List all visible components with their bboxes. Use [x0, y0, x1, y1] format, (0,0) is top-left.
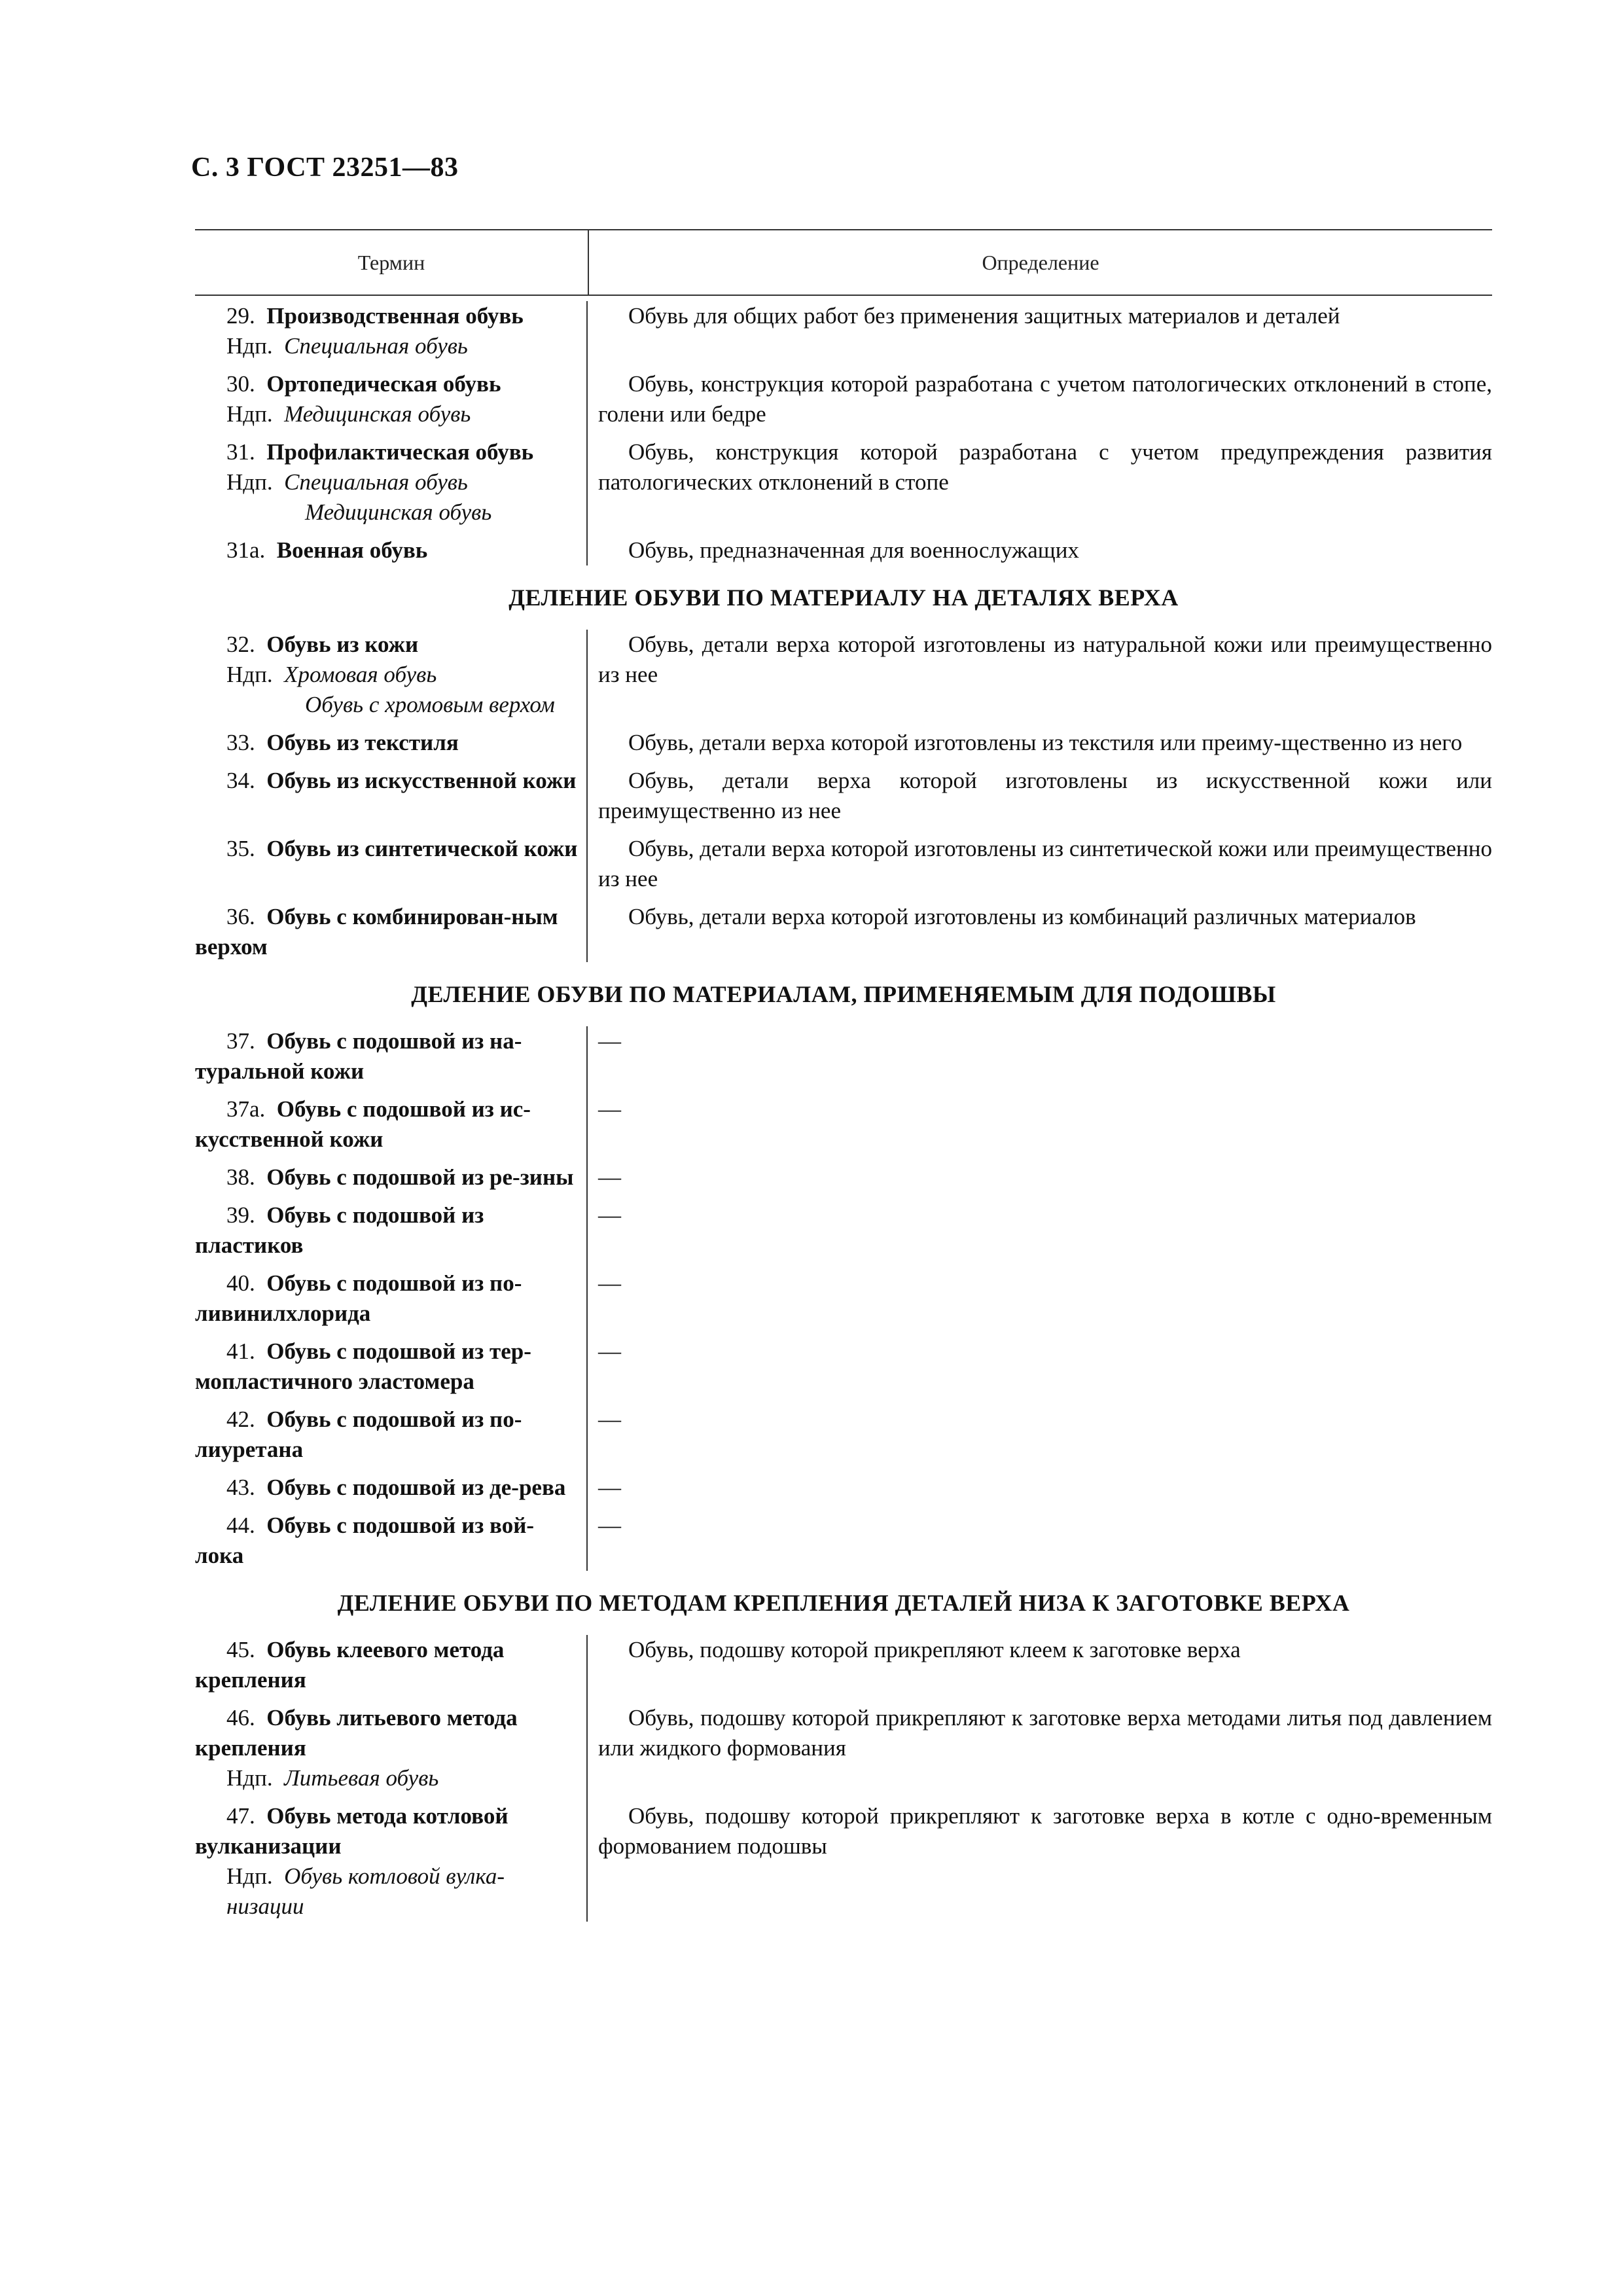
term-cell — [195, 301, 588, 361]
definition-text: Обувь, подошву которой прикрепляют клеем к заготовке верха — [628, 1637, 1241, 1662]
deprecated-label: Ндп. — [226, 662, 273, 687]
term-name: Обувь из кожи — [266, 632, 419, 657]
term-number: 42. — [226, 1407, 255, 1432]
definition-cell: — — [598, 1513, 621, 1538]
table-row — [195, 630, 1492, 720]
deprecated-term: Медицинская обувь — [305, 499, 492, 525]
deprecated-term: Специальная обувь — [284, 469, 468, 495]
term-cell — [195, 429, 588, 528]
term-cell — [195, 826, 588, 894]
term-name: Обувь с подошвой из ис-кусственной кожи — [195, 1096, 531, 1152]
term-cell — [195, 1503, 588, 1571]
table-row — [195, 1155, 1492, 1193]
definition-cell: — — [598, 1164, 621, 1190]
term-cell — [195, 1329, 588, 1397]
definition-cell — [588, 1793, 1492, 1922]
section-title: ДЕЛЕНИЕ ОБУВИ ПО МАТЕРИАЛАМ, ПРИМЕНЯЕМЫМ ДЛЯ ПОДОШВЫ — [411, 981, 1276, 1007]
term-name: Обувь с подошвой из вой-лока — [195, 1513, 535, 1568]
definition-cell: — — [598, 1028, 621, 1054]
term-number: 39. — [226, 1202, 255, 1228]
term-number: 29. — [226, 303, 255, 329]
definition-text: Обувь, подошву которой прикрепляют к заготовке верха в котле с одно-временным формованием подошвы — [598, 1803, 1492, 1859]
definition-cell — [588, 361, 1492, 429]
definition-cell — [588, 758, 1492, 826]
term-name: Обувь из синтетической кожи — [266, 836, 578, 861]
term-cell — [195, 1465, 588, 1503]
term-cell — [195, 630, 588, 720]
definition-cell — [588, 528, 1492, 565]
term-name: Обувь с подошвой из ре-зины — [266, 1164, 574, 1190]
table-row — [195, 528, 1492, 565]
definition-cell: — — [598, 1270, 621, 1296]
term-name: Военная обувь — [276, 537, 428, 563]
term-number: 37. — [226, 1028, 255, 1054]
term-number: 46. — [226, 1705, 255, 1731]
term-number: 32. — [226, 632, 255, 657]
term-name: Ортопедическая обувь — [266, 371, 501, 397]
term-cell — [195, 1261, 588, 1329]
term-name: Обувь с подошвой из пластиков — [195, 1202, 484, 1258]
term-number: 36. — [226, 904, 255, 929]
term-name: Обувь метода котловой вулканизации — [195, 1803, 508, 1859]
terms-table — [195, 229, 1492, 1922]
deprecated-label: Ндп. — [226, 401, 273, 427]
term-number: 44. — [226, 1513, 255, 1538]
term-name: Обувь с подошвой из по-ливинилхлорида — [195, 1270, 522, 1326]
deprecated-synonym — [195, 467, 580, 497]
term-cell — [195, 1635, 588, 1695]
term-cell — [195, 1397, 588, 1465]
term-name: Обувь с подошвой из де-рева — [266, 1475, 566, 1500]
table-row — [195, 758, 1492, 826]
table-row — [195, 361, 1492, 429]
column-header-definition: Определение — [982, 250, 1099, 274]
term-number: 47. — [226, 1803, 255, 1829]
term-cell — [195, 1793, 588, 1922]
term-number: 41. — [226, 1338, 255, 1364]
deprecated-term: Медицинская обувь — [284, 401, 471, 427]
term-name: Обувь с подошвой из тер-мопластичного эластомера — [195, 1338, 531, 1394]
definition-cell — [588, 826, 1492, 894]
deprecated-label: Ндп. — [226, 333, 273, 359]
term-name: Производственная обувь — [266, 303, 524, 329]
deprecated-synonym — [195, 1763, 580, 1793]
definition-cell — [588, 301, 1492, 361]
definition-text: Обувь, детали верха которой изготовлены из текстиля или преиму-щественно из него — [628, 730, 1463, 755]
term-number: 35. — [226, 836, 255, 861]
deprecated-synonym — [195, 399, 580, 429]
term-cell — [195, 894, 588, 962]
deprecated-label: Ндп. — [226, 469, 273, 495]
table-row — [195, 1026, 1492, 1086]
term-name: Обувь с подошвой из на-туральной кожи — [195, 1028, 522, 1084]
definition-cell — [588, 429, 1492, 528]
term-cell — [195, 1695, 588, 1793]
table-row — [195, 1635, 1492, 1695]
table-header — [195, 230, 1492, 295]
definition-text: Обувь, конструкция которой разработана с учетом предупреждения развития патологических отклонений в стопе — [598, 439, 1492, 495]
definition-text: Обувь для общих работ без применения защитных материалов и деталей — [628, 303, 1340, 329]
table-row — [195, 826, 1492, 894]
term-number: 31. — [226, 439, 255, 465]
definition-cell: — — [598, 1407, 621, 1432]
term-name: Обувь клеевого метода крепления — [195, 1637, 505, 1693]
definition-text: Обувь, конструкция которой разработана с учетом патологических отклонений в стопе, голени или бедре — [598, 371, 1492, 427]
term-number: 31а. — [226, 537, 266, 563]
deprecated-term: Литьевая обувь — [284, 1765, 439, 1791]
definition-cell: — — [598, 1475, 621, 1500]
deprecated-synonym — [195, 660, 580, 690]
term-cell — [195, 1086, 588, 1155]
deprecated-label: Ндп. — [226, 1765, 273, 1791]
term-cell — [195, 1155, 588, 1193]
term-cell — [195, 1026, 588, 1086]
definition-cell — [588, 1695, 1492, 1793]
term-name: Обувь из текстиля — [266, 730, 459, 755]
definition-text: Обувь, подошву которой прикрепляют к заготовке верха методами литья под давлением или жидкого формования — [598, 1705, 1492, 1761]
table-row — [195, 1193, 1492, 1261]
term-number: 38. — [226, 1164, 255, 1190]
deprecated-term: Специальная обувь — [284, 333, 468, 359]
table-row — [195, 301, 1492, 361]
term-cell — [195, 361, 588, 429]
table-row — [195, 1503, 1492, 1571]
definition-text: Обувь, детали верха которой изготовлены из комбинаций различных материалов — [628, 904, 1416, 929]
table-row — [195, 894, 1492, 962]
term-name: Профилактическая обувь — [266, 439, 534, 465]
term-cell — [195, 720, 588, 758]
term-cell — [195, 1193, 588, 1261]
section-title: ДЕЛЕНИЕ ОБУВИ ПО МАТЕРИАЛУ НА ДЕТАЛЯХ ВЕРХА — [508, 584, 1179, 611]
table-row — [195, 1329, 1492, 1397]
table-row — [195, 1086, 1492, 1155]
table-row — [195, 1261, 1492, 1329]
spacer — [195, 296, 1492, 301]
term-number: 40. — [226, 1270, 255, 1296]
definition-text: Обувь, детали верха которой изготовлены из синтетической кожи или преимущественно из нее — [598, 836, 1492, 891]
table-row — [195, 1793, 1492, 1922]
table-row — [195, 1695, 1492, 1793]
section-title: ДЕЛЕНИЕ ОБУВИ ПО МЕТОДАМ КРЕПЛЕНИЯ ДЕТАЛЕЙ НИЗА К ЗАГОТОВКЕ ВЕРХА — [337, 1590, 1350, 1616]
term-name: Обувь из искусственной кожи — [266, 768, 577, 793]
definition-cell — [588, 630, 1492, 720]
deprecated-term: Хромовая обувь — [284, 662, 437, 687]
term-name: Обувь с подошвой из по-лиуретана — [195, 1407, 522, 1462]
table-row — [195, 429, 1492, 528]
definition-text: Обувь, детали верха которой изготовлены из искусственной кожи или преимущественно из нее — [598, 768, 1492, 823]
definition-cell — [588, 720, 1492, 758]
term-number: 30. — [226, 371, 255, 397]
table-row — [195, 720, 1492, 758]
term-number: 45. — [226, 1637, 255, 1662]
definition-cell: — — [598, 1202, 621, 1228]
term-number: 43. — [226, 1475, 255, 1500]
term-name: Обувь литьевого метода крепления — [195, 1705, 518, 1761]
term-number: 37а. — [226, 1096, 266, 1122]
deprecated-synonym — [195, 331, 580, 361]
term-name: Обувь с комбинирован-ным верхом — [195, 904, 558, 960]
definition-cell — [588, 894, 1492, 962]
definition-cell: — — [598, 1338, 621, 1364]
table-row — [195, 1397, 1492, 1465]
term-cell — [195, 528, 588, 565]
term-number: 34. — [226, 768, 255, 793]
definition-text: Обувь, детали верха которой изготовлены из натуральной кожи или преимущественно из нее — [598, 632, 1492, 687]
table-body — [195, 296, 1492, 1922]
definition-cell — [588, 1635, 1492, 1695]
table-row — [195, 1465, 1492, 1503]
term-number: 33. — [226, 730, 255, 755]
column-header-term: Термин — [195, 230, 589, 295]
definition-cell: — — [598, 1096, 621, 1122]
deprecated-synonym — [195, 1861, 580, 1922]
definition-text: Обувь, предназначенная для военнослужащих — [628, 537, 1079, 563]
deprecated-term: Обувь с хромовым верхом — [305, 692, 555, 717]
deprecated-term: Обувь котловой вулка-низации — [226, 1863, 505, 1919]
page-title: С. 3 ГОСТ 23251—83 — [191, 152, 459, 183]
deprecated-label: Ндп. — [226, 1863, 273, 1889]
term-cell — [195, 758, 588, 826]
